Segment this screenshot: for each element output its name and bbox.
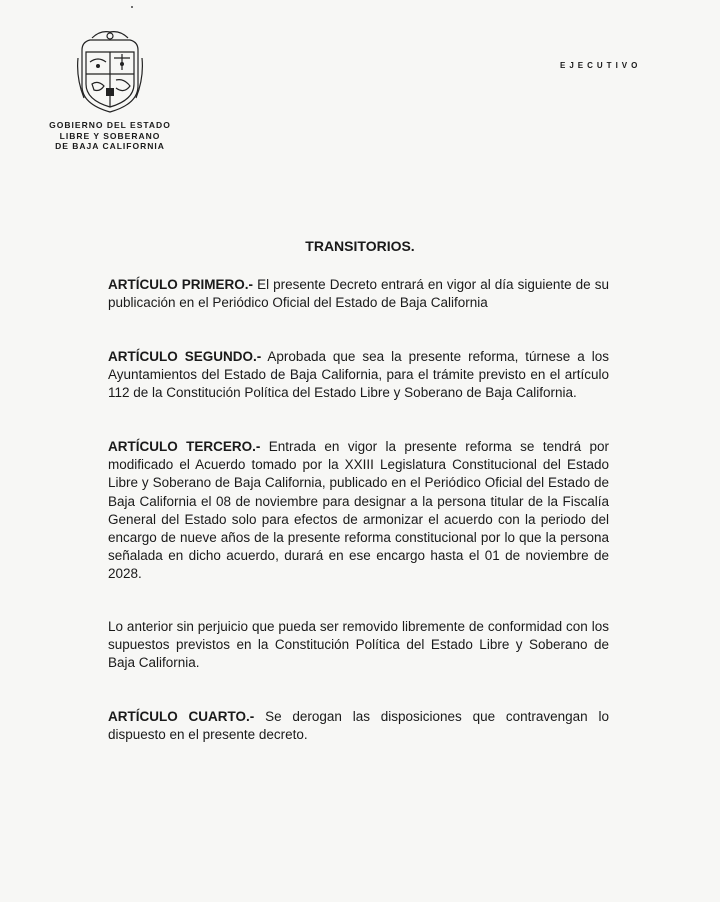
scan-speck <box>131 6 133 8</box>
article-primero <box>108 276 609 312</box>
article-text: Entrada en vigor la presente reforma se tendrá por modificado el Acuerdo tomado por la XXIII Legislatura Constitucional del Estado Libre y Soberano de Baja California, publicado en el Periódico Oficial del Estado de Baja California el 08 de noviembre para designar a la persona titular de la Fiscalía General del Estado solo para efectos de armonizar el acuerdo con la periodo del encargo de nueve años de la presente reforma constitucional por lo que la persona señalada en dicho acuerdo, durará en ese encargo hasta el 01 de noviembre de 2028. <box>108 439 609 582</box>
government-line: GOBIERNO DEL ESTADO <box>49 120 171 130</box>
government-name <box>40 120 180 152</box>
state-seal-icon <box>76 28 144 114</box>
article-text: El presente Decreto entrará en vigor al día siguiente de su publicación en el Periódico Oficial del Estado de Baja California <box>108 277 609 311</box>
article-heading: ARTÍCULO PRIMERO.- <box>108 277 254 292</box>
article-heading: ARTÍCULO TERCERO.- <box>108 439 261 454</box>
article-cuarto <box>108 708 609 744</box>
executive-label: EJECUTIVO <box>560 61 642 70</box>
article-heading: ARTÍCULO SEGUNDO.- <box>108 349 262 364</box>
article-segundo <box>108 348 609 403</box>
article-tercero <box>108 438 609 584</box>
article-text: Aprobada que sea la presente reforma, túrnese a los Ayuntamientos del Estado de Baja California, para el trámite previsto en el artículo 112 de la Constitución Política del Estado Libre y Soberano de Baja California. <box>108 349 609 401</box>
section-title: TRANSITORIOS. <box>305 238 415 254</box>
paragraph-text: Lo anterior sin perjuicio que pueda ser removido libremente de conformidad con los supuestos previstos en la Constitución Política del Estado Libre y Soberano de Baja California. <box>108 619 609 671</box>
closing-paragraph <box>108 618 609 673</box>
government-line: DE BAJA CALIFORNIA <box>55 141 165 151</box>
government-line: LIBRE Y SOBERANO <box>59 130 161 141</box>
article-heading: ARTÍCULO CUARTO.- <box>108 709 255 724</box>
article-text: Se derogan las disposiciones que contravengan lo dispuesto en el presente decreto. <box>108 709 609 743</box>
